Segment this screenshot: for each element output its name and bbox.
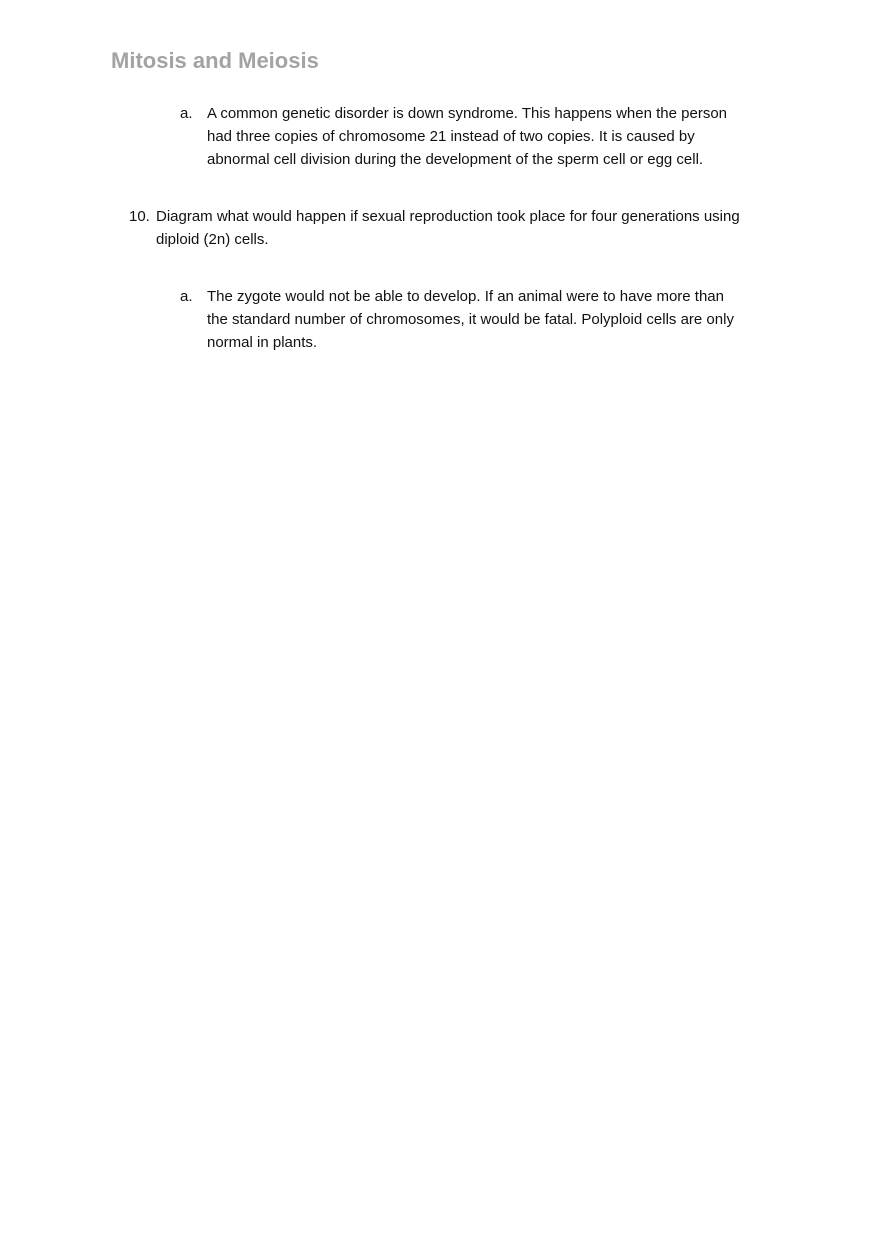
answer-text [207,102,727,171]
list-marker: a. [180,105,193,122]
answer-text [207,285,734,354]
text-line: the standard number of chromosomes, it would be fatal. Polyploid cells are only [207,311,734,328]
text-line: had three copies of chromosome 21 instead of two copies. It is caused by [207,128,695,145]
question-text [156,205,740,251]
text-line: A common genetic disorder is down syndrome. This happens when the person [207,105,728,122]
list-marker: a. [180,288,193,305]
document-header-title: Mitosis and Meiosis [111,48,319,73]
text-line: Diagram what would happen if sexual reproduction took place for four generations using [156,208,740,225]
list-marker: 10. [129,208,150,225]
text-line: diploid (2n) cells. [156,231,269,248]
text-line: The zygote would not be able to develop. If an animal were to have more than [207,288,724,305]
text-line: normal in plants. [207,334,318,351]
text-line: abnormal cell division during the development of the sperm cell or egg cell. [207,151,704,168]
